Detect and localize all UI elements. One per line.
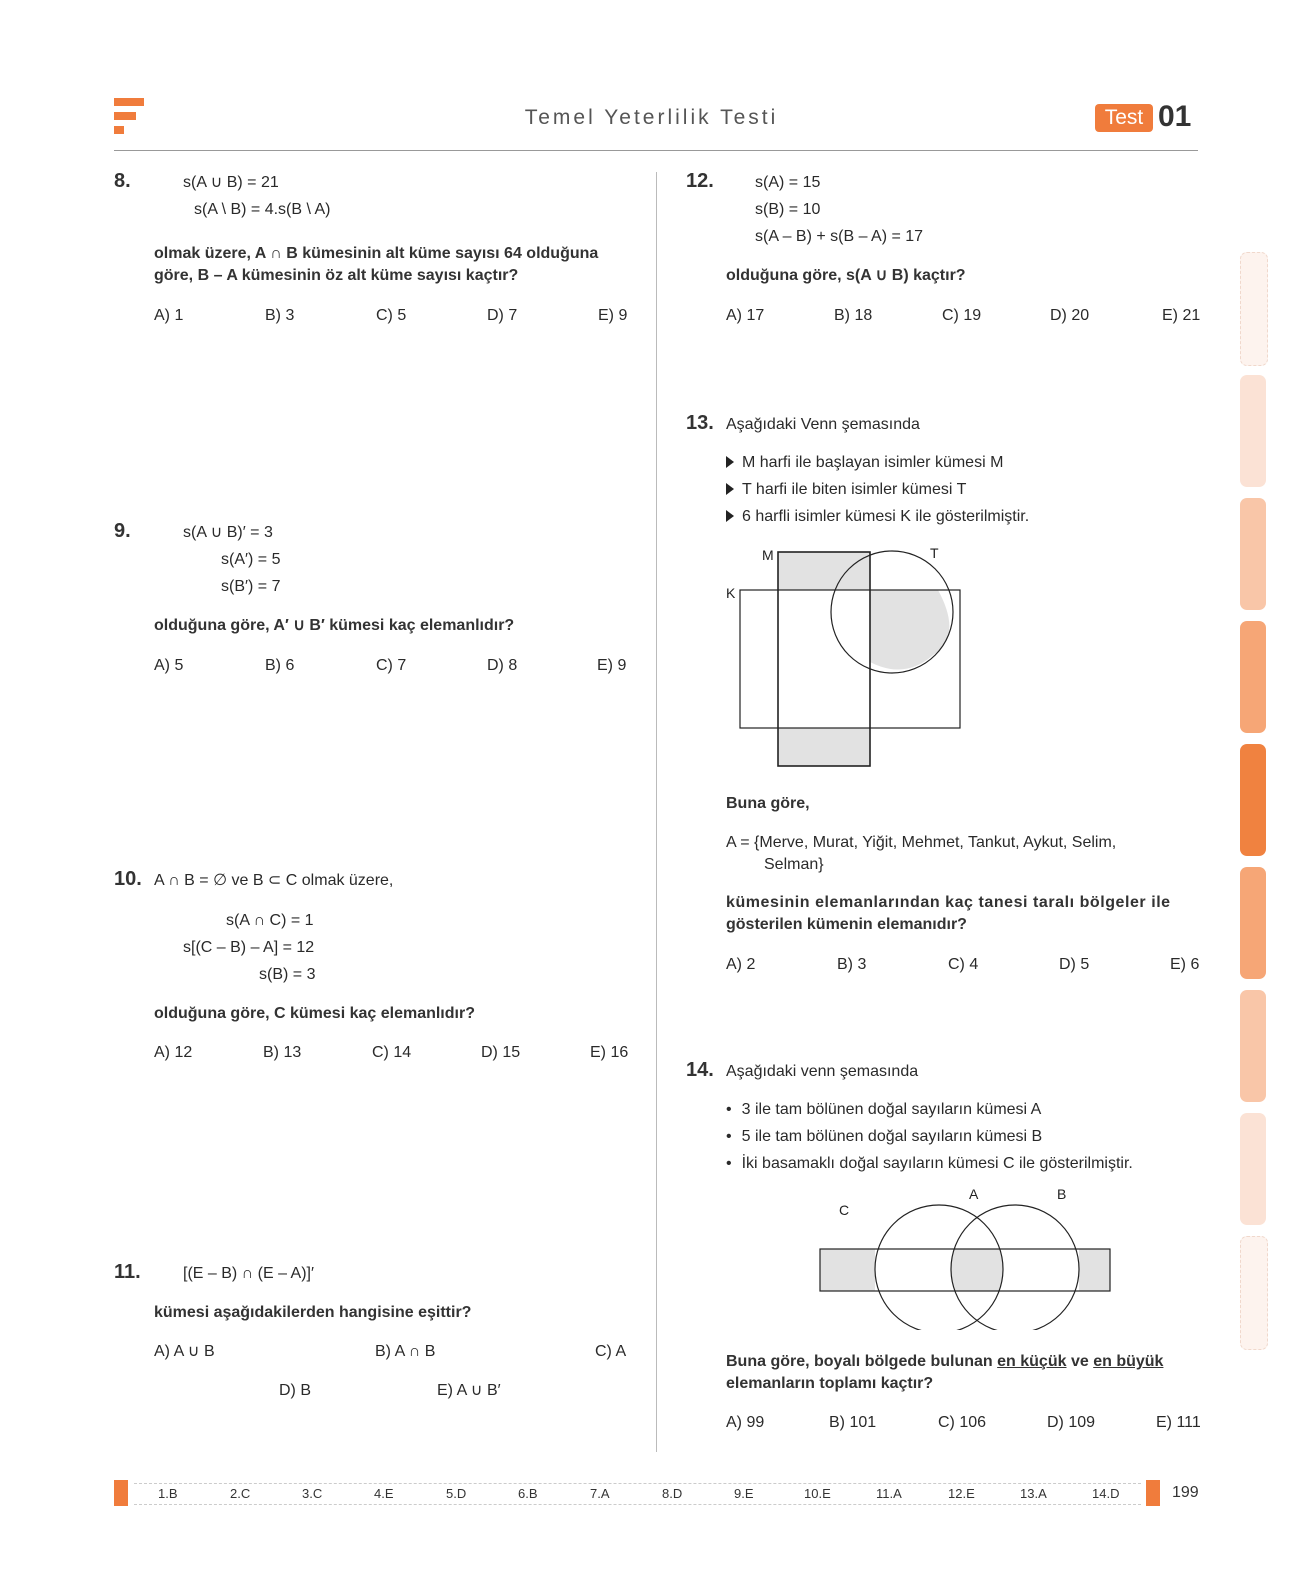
stem-underlined: en büyük bbox=[1093, 1353, 1164, 1370]
side-tab[interactable] bbox=[1240, 1113, 1266, 1225]
bullet-text: 6 harfli isimler kümesi K ile gösterilmiştir. bbox=[742, 508, 1030, 525]
bullet-item bbox=[726, 1154, 1133, 1174]
triangle-bullet-icon bbox=[726, 483, 734, 495]
given-line: s(B) = 3 bbox=[259, 966, 316, 983]
test-badge: Test bbox=[1095, 104, 1153, 132]
test-number: 01 bbox=[1158, 100, 1192, 133]
answer-option[interactable]: E) 9 bbox=[597, 657, 627, 674]
answer-key-item: 12.E bbox=[948, 1486, 975, 1501]
venn-label-k: K bbox=[726, 585, 736, 601]
answer-option[interactable]: D) B bbox=[279, 1382, 311, 1399]
venn-label-a: A bbox=[969, 1186, 979, 1202]
answer-option[interactable]: A) 99 bbox=[726, 1414, 765, 1431]
answer-option[interactable]: B) 3 bbox=[837, 956, 867, 973]
answer-option[interactable]: A) A ∪ B bbox=[154, 1343, 215, 1360]
side-tab[interactable] bbox=[1240, 621, 1266, 733]
answer-option[interactable]: D) 8 bbox=[487, 657, 518, 674]
venn-label-t: T bbox=[930, 545, 939, 561]
answer-option[interactable]: E) 21 bbox=[1162, 307, 1201, 324]
question-stem: olduğuna göre, s(A ∪ B) kaçtır? bbox=[726, 267, 966, 284]
venn-label-m: M bbox=[762, 547, 774, 563]
bullet-item bbox=[726, 507, 1029, 527]
answer-option[interactable]: C) 106 bbox=[938, 1414, 987, 1431]
page-number: 199 bbox=[1172, 1484, 1199, 1501]
page-title: Temel Yeterlilik Testi bbox=[524, 106, 779, 129]
answer-key-item: 8.D bbox=[662, 1486, 683, 1501]
question-number: 14. bbox=[686, 1059, 714, 1081]
answer-option[interactable]: B) 13 bbox=[263, 1044, 302, 1061]
answer-key-item: 9.E bbox=[734, 1486, 754, 1501]
answer-key-item: 3.C bbox=[302, 1486, 323, 1501]
answer-key-item: 6.B bbox=[518, 1486, 538, 1501]
bullet-text: M harfi ile başlayan isimler kümesi M bbox=[742, 454, 1004, 471]
given-line: s(A ∪ B) = 21 bbox=[183, 174, 279, 191]
answer-key-item: 13.A bbox=[1020, 1486, 1047, 1501]
question-stem: kümesinin elemanlarından kaç tanesi taralı bölgeler ile bbox=[726, 894, 1171, 911]
answer-key-item: 5.D bbox=[446, 1486, 467, 1501]
header-divider bbox=[114, 150, 1198, 151]
answer-option[interactable]: B) 101 bbox=[829, 1414, 877, 1431]
question-stem: gösterilen kümenin elemanıdır? bbox=[726, 916, 967, 933]
bullet-item bbox=[726, 480, 966, 500]
given-line: s(B′) = 7 bbox=[221, 578, 281, 595]
answer-option[interactable]: A) 1 bbox=[154, 307, 184, 324]
answer-option[interactable]: A) 5 bbox=[154, 657, 184, 674]
answer-option[interactable]: C) 4 bbox=[948, 956, 979, 973]
stem-text: ve bbox=[1070, 1353, 1089, 1370]
answer-key-item: 11.A bbox=[876, 1486, 902, 1501]
side-tab-active[interactable] bbox=[1240, 744, 1266, 856]
triangle-bullet-icon bbox=[726, 456, 734, 468]
given-line: s(B) = 10 bbox=[755, 201, 821, 218]
answer-option[interactable]: A) 17 bbox=[726, 307, 765, 324]
given-line: s(A) = 15 bbox=[755, 174, 821, 191]
answer-option[interactable]: B) A ∩ B bbox=[375, 1343, 436, 1360]
question-number: 10. bbox=[114, 868, 142, 890]
question-number: 11. bbox=[114, 1261, 141, 1283]
side-tab[interactable] bbox=[1240, 1236, 1268, 1350]
answer-option[interactable]: C) A bbox=[595, 1343, 627, 1360]
side-tab[interactable] bbox=[1240, 375, 1266, 487]
question-number: 13. bbox=[686, 412, 714, 434]
bullet-text: T harfi ile biten isimler kümesi T bbox=[742, 481, 967, 498]
bullet-text: İki basamaklı doğal sayıların kümesi C ile gösterilmiştir. bbox=[741, 1155, 1133, 1172]
answer-option[interactable]: C) 5 bbox=[376, 307, 407, 324]
shaded-region bbox=[778, 728, 870, 766]
question-number: 12. bbox=[686, 170, 714, 192]
given-line: s(A ∩ C) = 1 bbox=[226, 912, 314, 929]
given-line: s[(C – B) – A] = 12 bbox=[183, 939, 315, 956]
question-stem: olduğuna göre, A′ ∪ B′ kümesi kaç elemanlıdır? bbox=[154, 617, 515, 634]
question-stem bbox=[726, 1352, 1163, 1372]
answer-option[interactable]: E) 6 bbox=[1170, 956, 1200, 973]
answer-option[interactable]: E) 111 bbox=[1156, 1414, 1201, 1431]
answer-key-item: 4.E bbox=[374, 1486, 394, 1501]
answer-key-bar bbox=[134, 1483, 1141, 1505]
answer-option[interactable]: E) 9 bbox=[598, 307, 628, 324]
given-line: s(A \ B) = 4.s(B \ A) bbox=[194, 201, 331, 218]
given-line: s(A – B) + s(B – A) = 17 bbox=[755, 228, 924, 245]
answer-option[interactable]: D) 5 bbox=[1059, 956, 1090, 973]
set-definition: Selman} bbox=[764, 856, 824, 873]
bullet-item bbox=[726, 453, 1003, 473]
answer-key-item: 7.A bbox=[590, 1486, 610, 1501]
stem-text: Buna göre, boyalı bölgede bulunan bbox=[726, 1353, 993, 1370]
question-stem: olmak üzere, A ∩ B kümesinin alt küme sayısı 64 olduğuna bbox=[154, 245, 599, 262]
answer-key-item: 2.C bbox=[230, 1486, 251, 1501]
bullet-text: 5 ile tam bölünen doğal sayıların kümesi B bbox=[741, 1128, 1043, 1145]
answer-option[interactable]: D) 109 bbox=[1047, 1414, 1096, 1431]
answer-option[interactable]: A) 12 bbox=[154, 1044, 193, 1061]
question-stem: kümesi aşağıdakilerden hangisine eşittir? bbox=[154, 1304, 472, 1321]
bullet-item bbox=[726, 1127, 1042, 1147]
side-tab[interactable] bbox=[1240, 252, 1268, 366]
given-line: s(A ∪ B)′ = 3 bbox=[183, 524, 273, 541]
side-tab[interactable] bbox=[1240, 990, 1266, 1102]
question-intro: A ∩ B = ∅ ve B ⊂ C olmak üzere, bbox=[154, 872, 394, 889]
venn-diagram-abc bbox=[815, 1185, 1115, 1330]
answer-option[interactable]: C) 14 bbox=[372, 1044, 412, 1061]
answer-option[interactable]: B) 18 bbox=[834, 307, 873, 324]
answer-key-item: 1.B bbox=[158, 1486, 178, 1501]
dot-bullet-icon: • bbox=[726, 1128, 732, 1145]
shaded-region bbox=[778, 552, 870, 590]
question-number: 9. bbox=[114, 520, 131, 542]
stem-underlined: en küçük bbox=[997, 1353, 1067, 1370]
question-intro: Aşağıdaki venn şemasında bbox=[726, 1063, 919, 1080]
question-number: 8. bbox=[114, 170, 131, 192]
answer-option[interactable]: E) A ∪ B′ bbox=[437, 1382, 501, 1399]
bullet-item bbox=[726, 1100, 1041, 1120]
answer-option[interactable]: B) 6 bbox=[265, 657, 295, 674]
question-stem: göre, B – A kümesinin öz alt küme sayısı kaçtır? bbox=[154, 267, 519, 284]
triangle-bullet-icon bbox=[726, 510, 734, 522]
shaded-region bbox=[870, 590, 949, 670]
venn-label-c: C bbox=[839, 1202, 850, 1218]
expression: [(E – B) ∩ (E – A)]′ bbox=[183, 1265, 314, 1282]
column-divider bbox=[656, 172, 657, 1452]
venn-diagram-mtk bbox=[720, 540, 970, 780]
footer-marker-left bbox=[114, 1480, 128, 1506]
question-lead: Buna göre, bbox=[726, 795, 810, 812]
answer-key-item: 10.E bbox=[804, 1486, 831, 1501]
given-line: s(A′) = 5 bbox=[221, 551, 281, 568]
venn-label-b: B bbox=[1057, 1186, 1067, 1202]
set-definition: A = {Merve, Murat, Yiğit, Mehmet, Tankut, Aykut, Selim, bbox=[726, 834, 1117, 851]
answer-option[interactable]: E) 16 bbox=[590, 1044, 629, 1061]
question-stem: elemanların toplamı kaçtır? bbox=[726, 1375, 934, 1392]
answer-option[interactable]: D) 20 bbox=[1050, 307, 1090, 324]
answer-option[interactable]: C) 19 bbox=[942, 307, 982, 324]
side-tab[interactable] bbox=[1240, 498, 1266, 610]
answer-option[interactable]: A) 2 bbox=[726, 956, 756, 973]
bullet-text: 3 ile tam bölünen doğal sayıların kümesi A bbox=[741, 1101, 1042, 1118]
answer-option[interactable]: D) 15 bbox=[481, 1044, 521, 1061]
answer-option[interactable]: C) 7 bbox=[376, 657, 407, 674]
answer-key-item: 14.D bbox=[1092, 1486, 1120, 1501]
answer-option[interactable]: D) 7 bbox=[487, 307, 518, 324]
question-intro: Aşağıdaki Venn şemasında bbox=[726, 416, 920, 433]
footer-marker-right bbox=[1146, 1480, 1160, 1506]
question-stem: olduğuna göre, C kümesi kaç elemanlıdır? bbox=[154, 1005, 475, 1022]
answer-option[interactable]: B) 3 bbox=[265, 307, 295, 324]
side-tab[interactable] bbox=[1240, 867, 1266, 979]
dot-bullet-icon: • bbox=[726, 1101, 732, 1118]
dot-bullet-icon: • bbox=[726, 1155, 732, 1172]
